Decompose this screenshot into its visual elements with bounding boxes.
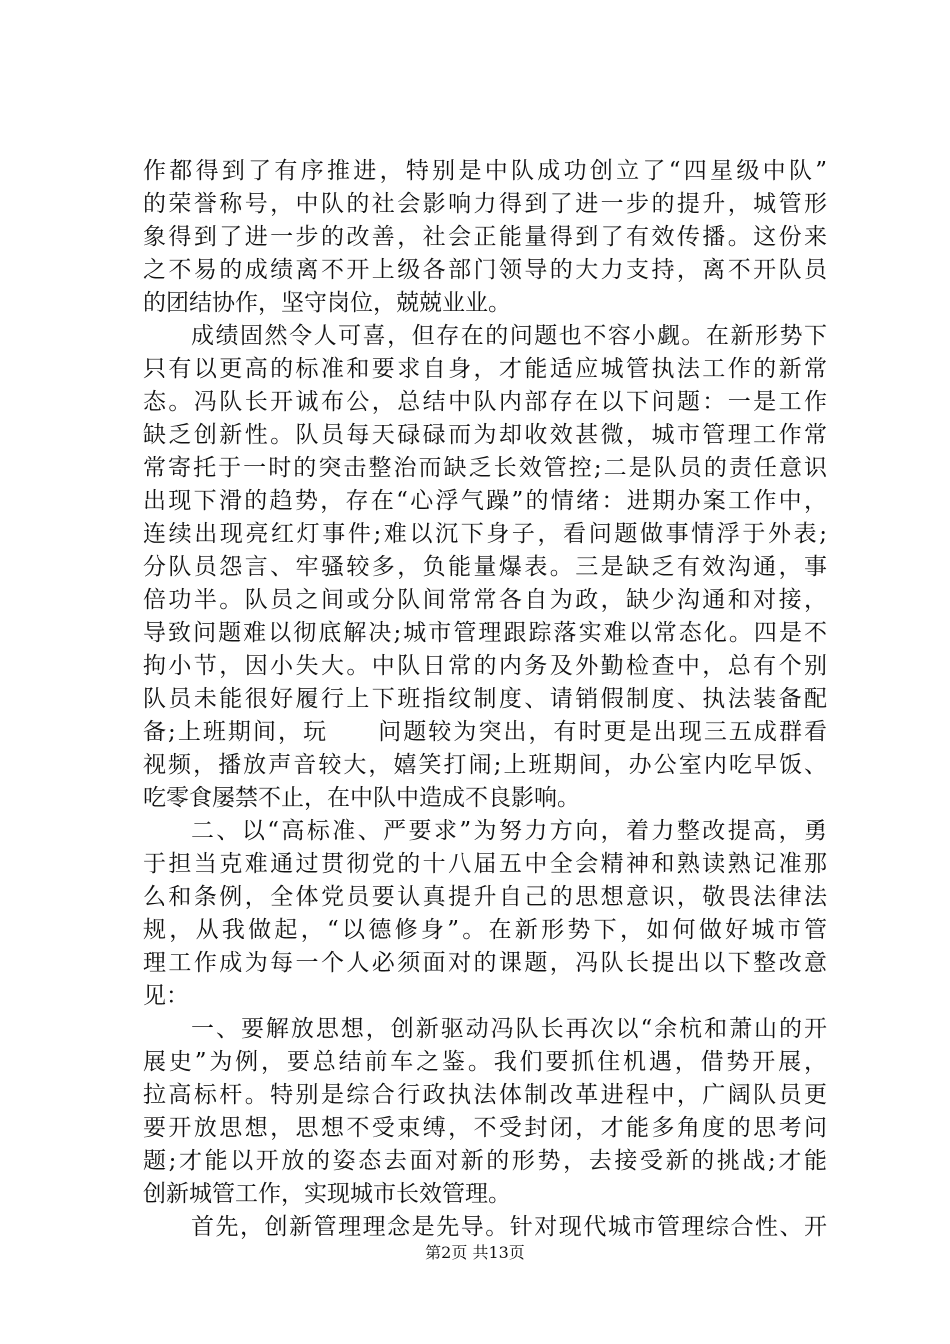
text-line: 倍功半。队员之间或分队间常常各自为政，缺少沟通和对接， xyxy=(143,587,827,613)
text-line: 象得到了进一步的改善，社会正能量得到了有效传播。这份来 xyxy=(143,224,827,250)
text-line: 首先，创新管理理念是先导。针对现代城市管理综合性、开 xyxy=(191,1214,827,1240)
text-line: 缺乏创新性。队员每天碌碌而为却收效甚微，城市管理工作常 xyxy=(143,422,827,448)
text-line: 见： xyxy=(143,983,189,1009)
text-line: 导致问题难以彻底解决;城市管理跟踪落实难以常态化。四是不 xyxy=(143,620,827,646)
text-line: 拘小节，因小失大。中队日常的内务及外勤检查中，总有个别 xyxy=(143,653,827,679)
page-footer: 第2页 共13页 xyxy=(425,1243,525,1262)
text-line: 分队员怨言、牢骚较多，负能量爆表。三是缺乏有效沟通，事 xyxy=(143,554,827,580)
text-line: 要开放思想，思想不受束缚，不受封闭，才能多角度的思考问 xyxy=(143,1115,827,1141)
text-line: 态。冯队长开诚布公，总结中队内部存在以下问题：一是工作 xyxy=(143,389,827,415)
text-line: 二、以“高标准、严要求”为努力方向，着力整改提高，勇 xyxy=(191,818,827,844)
text-line: 常寄托于一时的突击整治而缺乏长效管控;二是队员的责任意识 xyxy=(143,455,827,481)
text-line: 拉高标杆。特别是综合行政执法体制改革进程中，广阔队员更 xyxy=(143,1082,827,1108)
text-line: 连续出现亮红灯事件;难以沉下身子，看问题做事情浮于外表; xyxy=(143,521,827,547)
text-line: 么和条例，全体党员要认真提升自己的思想意识，敬畏法律法 xyxy=(143,884,827,910)
text-line: 只有以更高的标准和要求自身，才能适应城管执法工作的新常 xyxy=(143,356,827,382)
text-line: 题;才能以开放的姿态去面对新的形势，去接受新的挑战;才能 xyxy=(143,1148,827,1174)
text-line: 视频，播放声音较大，嬉笑打闹;上班期间，办公室内吃早饭、 xyxy=(143,752,827,778)
text-line: 作都得到了有序推进，特别是中队成功创立了“四星级中队” xyxy=(143,158,827,184)
text-line: 备;上班期间，玩 问题较为突出，有时更是出现三五成群看 xyxy=(143,719,827,745)
text-line: 出现下滑的趋势，存在“心浮气躁”的情绪：进期办案工作中， xyxy=(143,488,827,514)
text-line: 规，从我做起，“以德修身”。在新形势下，如何做好城市管 xyxy=(143,917,827,943)
text-line: 创新城管工作，实现城市长效管理。 xyxy=(143,1181,511,1207)
text-line: 的荣誉称号，中队的社会影响力得到了进一步的提升，城管形 xyxy=(143,191,827,217)
text-line: 成绩固然令人可喜，但存在的问题也不容小觑。在新形势下 xyxy=(191,323,827,349)
text-line: 一、要解放思想，创新驱动冯队长再次以“余杭和萧山的开 xyxy=(191,1016,827,1042)
text-line: 队员未能很好履行上下班指纹制度、请销假制度、执法装备配 xyxy=(143,686,827,712)
text-line: 理工作成为每一个人必须面对的课题，冯队长提出以下整改意 xyxy=(143,950,827,976)
text-line: 于担当克难通过贯彻党的十八届五中全会精神和熟读熟记准那 xyxy=(143,851,827,877)
text-line: 吃零食屡禁不止，在中队中造成不良影响。 xyxy=(143,785,580,811)
text-line: 之不易的成绩离不开上级各部门领导的大力支持，离不开队员 xyxy=(143,257,827,283)
text-line: 的团结协作，坚守岗位，兢兢业业。 xyxy=(143,290,511,316)
document-body xyxy=(143,155,827,1244)
text-line: 展史”为例，要总结前车之鉴。我们要抓住机遇，借势开展， xyxy=(143,1049,827,1075)
